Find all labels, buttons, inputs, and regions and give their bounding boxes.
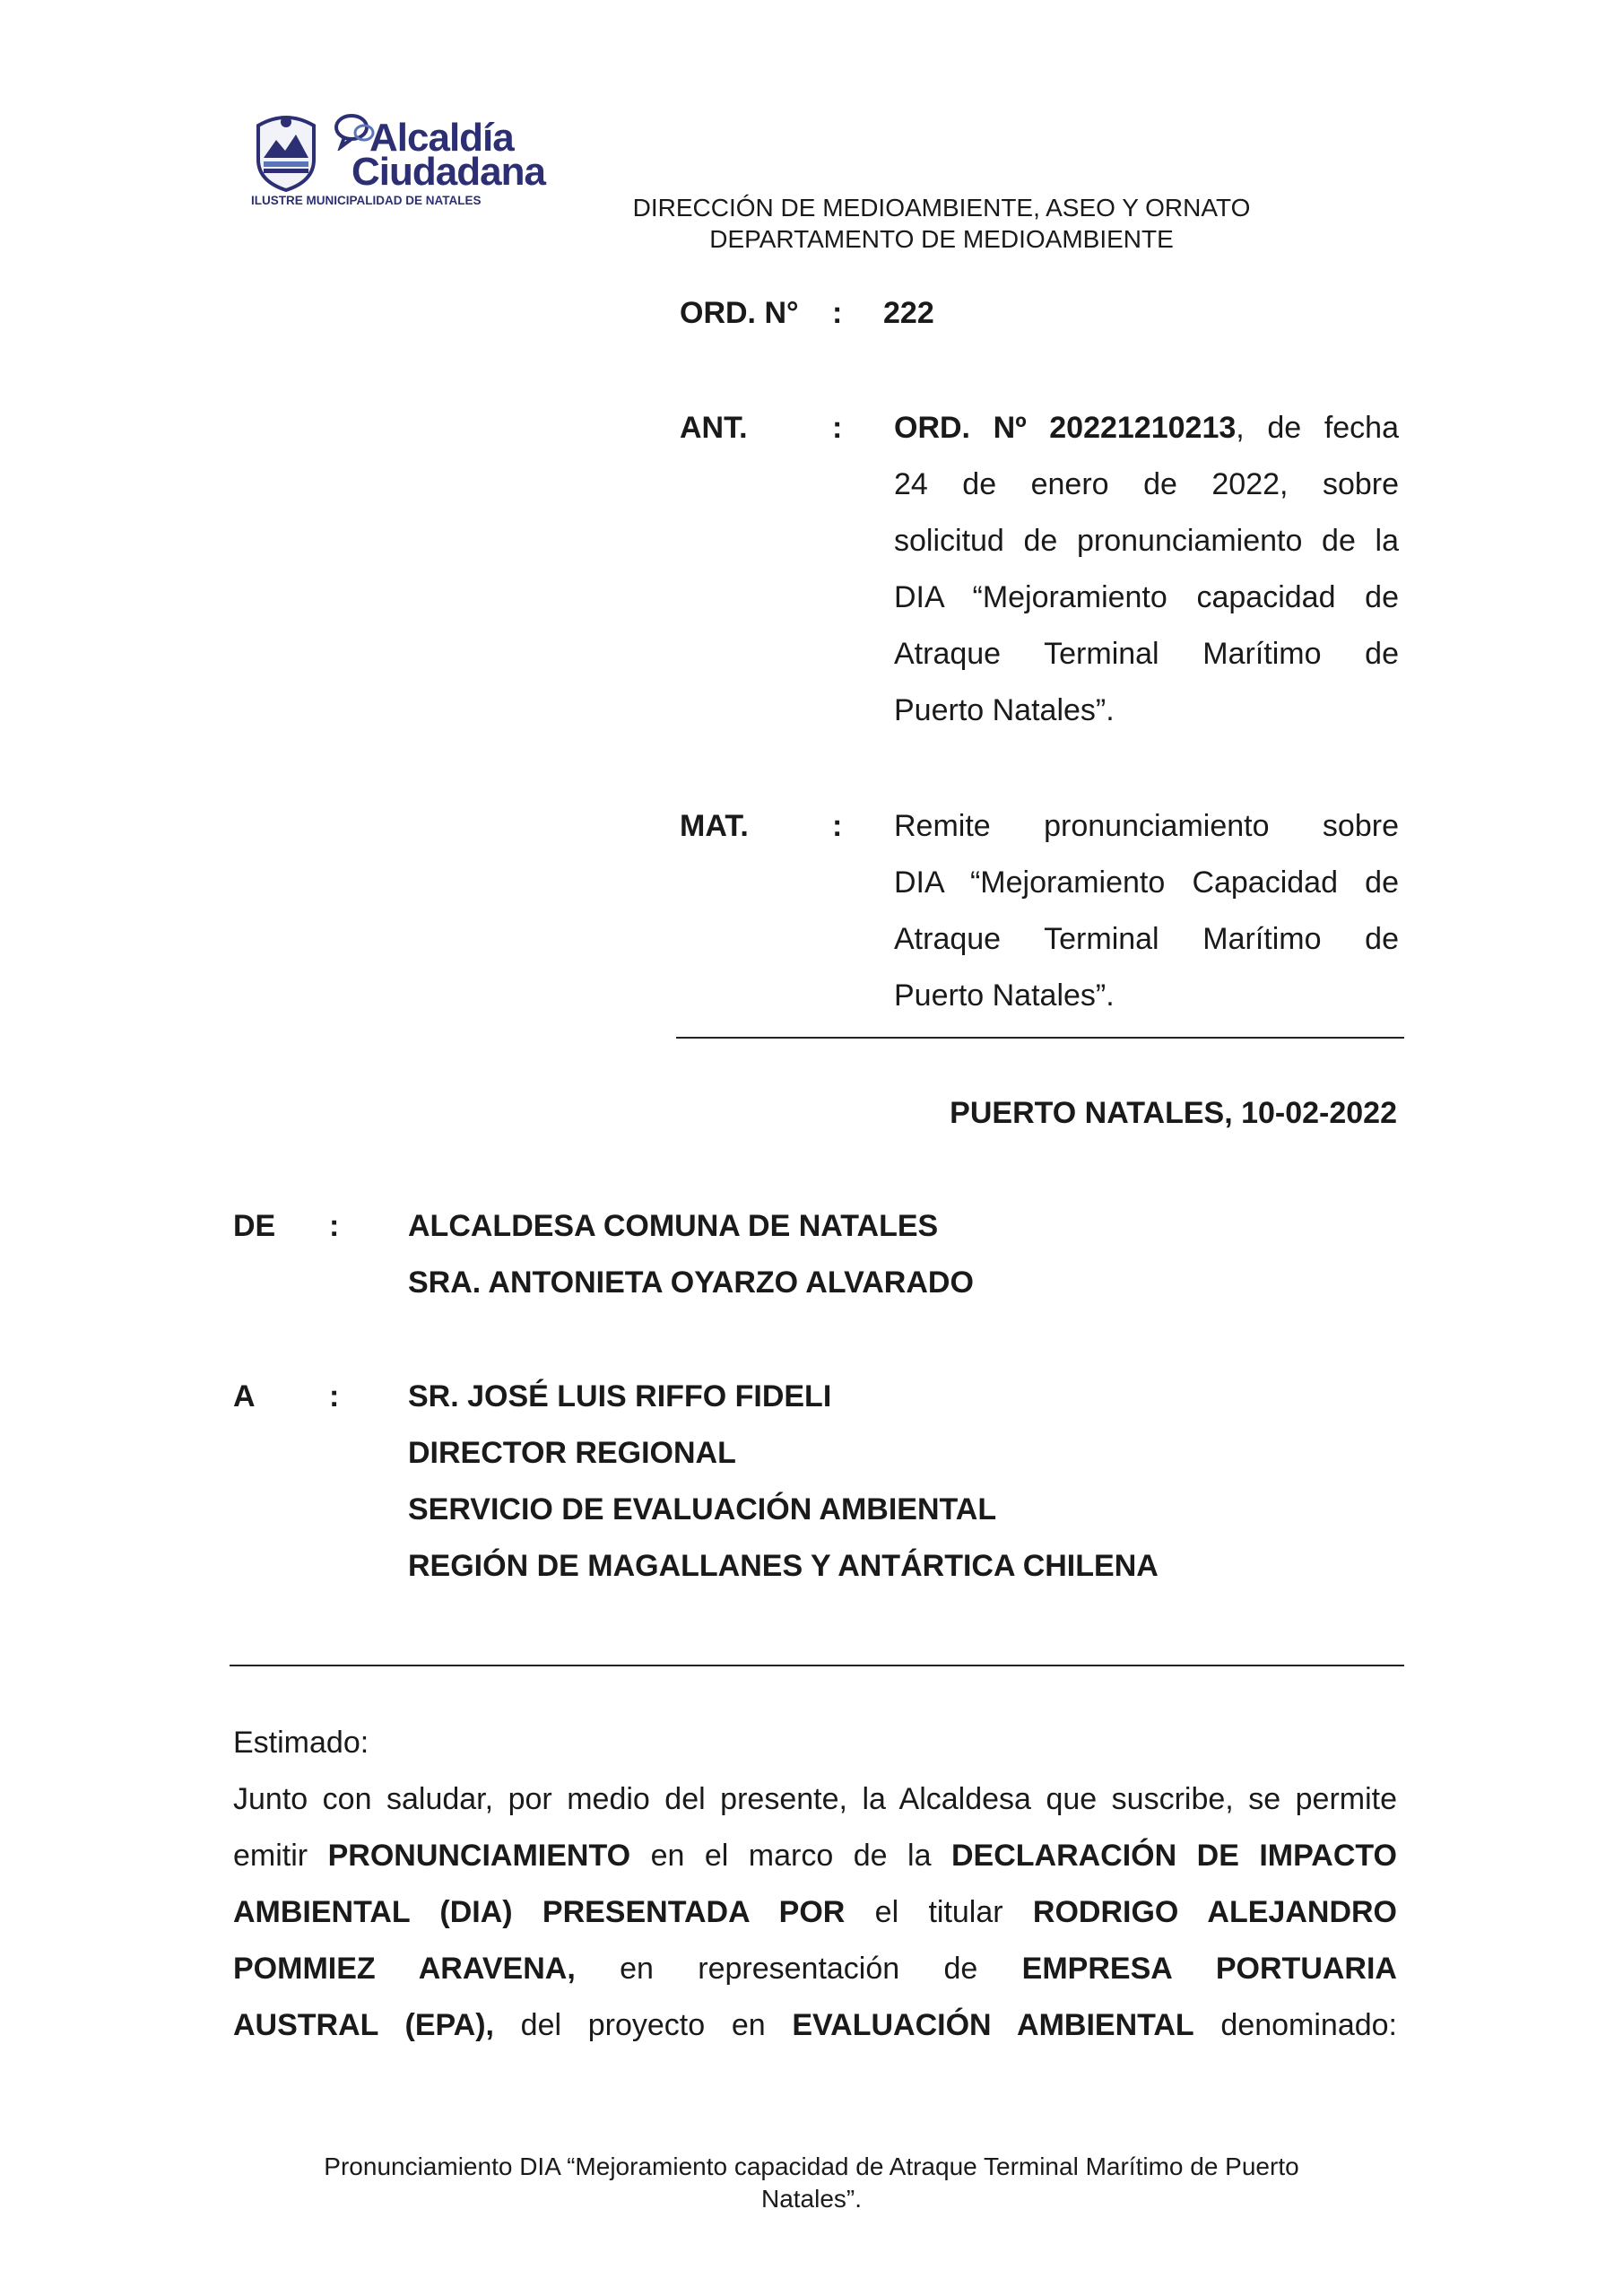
a-line-2: DIRECTOR REGIONAL xyxy=(408,1436,736,1470)
a-line-3: SERVICIO DE EVALUACIÓN AMBIENTAL xyxy=(408,1492,997,1526)
ant-line-3: solicitud de pronunciamiento de la xyxy=(894,524,1399,558)
body-line-5 xyxy=(233,1997,1397,2054)
place-date: PUERTO NATALES, 10-02-2022 xyxy=(950,1096,1397,1130)
ant-line-2: 24 de enero de 2022, sobre xyxy=(894,467,1399,501)
body-l5-d: denominado: xyxy=(1193,2008,1398,2042)
ant-label: ANT. xyxy=(680,411,748,445)
coat-of-arms-icon xyxy=(251,109,321,192)
mat-text xyxy=(894,798,1399,1024)
ant-line-4: DIA “Mejoramiento capacidad de xyxy=(894,580,1399,614)
de-line-2: SRA. ANTONIETA OYARZO ALVARADO xyxy=(408,1265,974,1300)
body-l4-b: en representación de xyxy=(575,1952,1022,1986)
mat-label: MAT. xyxy=(680,809,749,843)
logo-title-line1: Alcaldía xyxy=(369,116,514,160)
body-line-4 xyxy=(233,1941,1397,1997)
body-line-1: Junto con saludar, por medio del presente, la Alcaldesa que suscribe, se permite xyxy=(233,1782,1397,1816)
ant-text xyxy=(894,400,1399,739)
mat-colon: : xyxy=(832,809,843,843)
department-heading: DEPARTAMENTO DE MEDIOAMBIENTE xyxy=(709,225,1174,253)
a-line-1: SR. JOSÉ LUIS RIFFO FIDELI xyxy=(408,1379,832,1413)
ant-line-5: Atraque Terminal Marítimo de xyxy=(894,637,1399,671)
a-label: A xyxy=(233,1379,256,1413)
body-l5-b: del proyecto en xyxy=(493,2008,793,2042)
ant-colon: : xyxy=(832,411,843,445)
logo-title-line2: Ciudadana xyxy=(352,150,545,194)
body-l2-b: PRONUNCIAMIENTO xyxy=(327,1839,631,1873)
logo-subtitle: ILUSTRE MUNICIPALIDAD DE NATALES xyxy=(251,194,482,207)
header-divider xyxy=(676,1037,1404,1039)
a-line-4: REGIÓN DE MAGALLANES Y ANTÁRTICA CHILENA xyxy=(408,1549,1159,1583)
body-l5-c: EVALUACIÓN AMBIENTAL xyxy=(792,2008,1194,2042)
mat-line-3: Atraque Terminal Marítimo de xyxy=(894,922,1399,956)
mat-line-4: Puerto Natales”. xyxy=(894,978,1115,1013)
body-l2-c: en el marco de la xyxy=(630,1839,951,1873)
body-line-2 xyxy=(233,1828,1397,1884)
body-l4-c: EMPRESA PORTUARIA xyxy=(1021,1952,1397,1986)
de-label: DE xyxy=(233,1209,276,1243)
greeting: Estimado: xyxy=(233,1726,369,1760)
ord-number: 222 xyxy=(883,296,934,330)
addressee-divider xyxy=(230,1665,1404,1666)
ord-colon: : xyxy=(832,296,843,330)
ant-ref-rest: , de fecha xyxy=(1236,411,1399,445)
mat-line-2: DIA “Mejoramiento Capacidad de xyxy=(894,865,1399,900)
body-l3-b: el titular xyxy=(845,1895,1033,1929)
body-l5-a: AUSTRAL (EPA), xyxy=(233,2008,494,2042)
body-l2-d: DECLARACIÓN DE IMPACTO xyxy=(950,1839,1397,1873)
body-l4-a: POMMIEZ ARAVENA, xyxy=(233,1952,576,1986)
footer-line-2: Natales”. xyxy=(760,2185,863,2213)
body-l2-a: emitir xyxy=(233,1839,328,1873)
mat-line-1: Remite pronunciamiento sobre xyxy=(894,809,1399,843)
body-l3-c: RODRIGO ALEJANDRO xyxy=(1032,1895,1397,1929)
footer-line-1: Pronunciamiento DIA “Mejoramiento capacidad de Atraque Terminal Marítimo de Puerto xyxy=(324,2152,1299,2180)
ant-line-6: Puerto Natales”. xyxy=(894,693,1115,727)
de-colon: : xyxy=(329,1209,340,1243)
ord-label: ORD. N° xyxy=(680,296,799,330)
de-line-1: ALCALDESA COMUNA DE NATALES xyxy=(408,1209,939,1243)
a-colon: : xyxy=(329,1379,340,1413)
ant-line-1 xyxy=(894,400,1399,457)
direction-heading: DIRECCIÓN DE MEDIOAMBIENTE, ASEO Y ORNATO xyxy=(632,194,1251,222)
ant-ref-number: ORD. Nº 20221210213 xyxy=(894,411,1237,445)
body-l3-a: AMBIENTAL (DIA) PRESENTADA POR xyxy=(233,1895,846,1929)
body-line-3 xyxy=(233,1884,1397,1941)
